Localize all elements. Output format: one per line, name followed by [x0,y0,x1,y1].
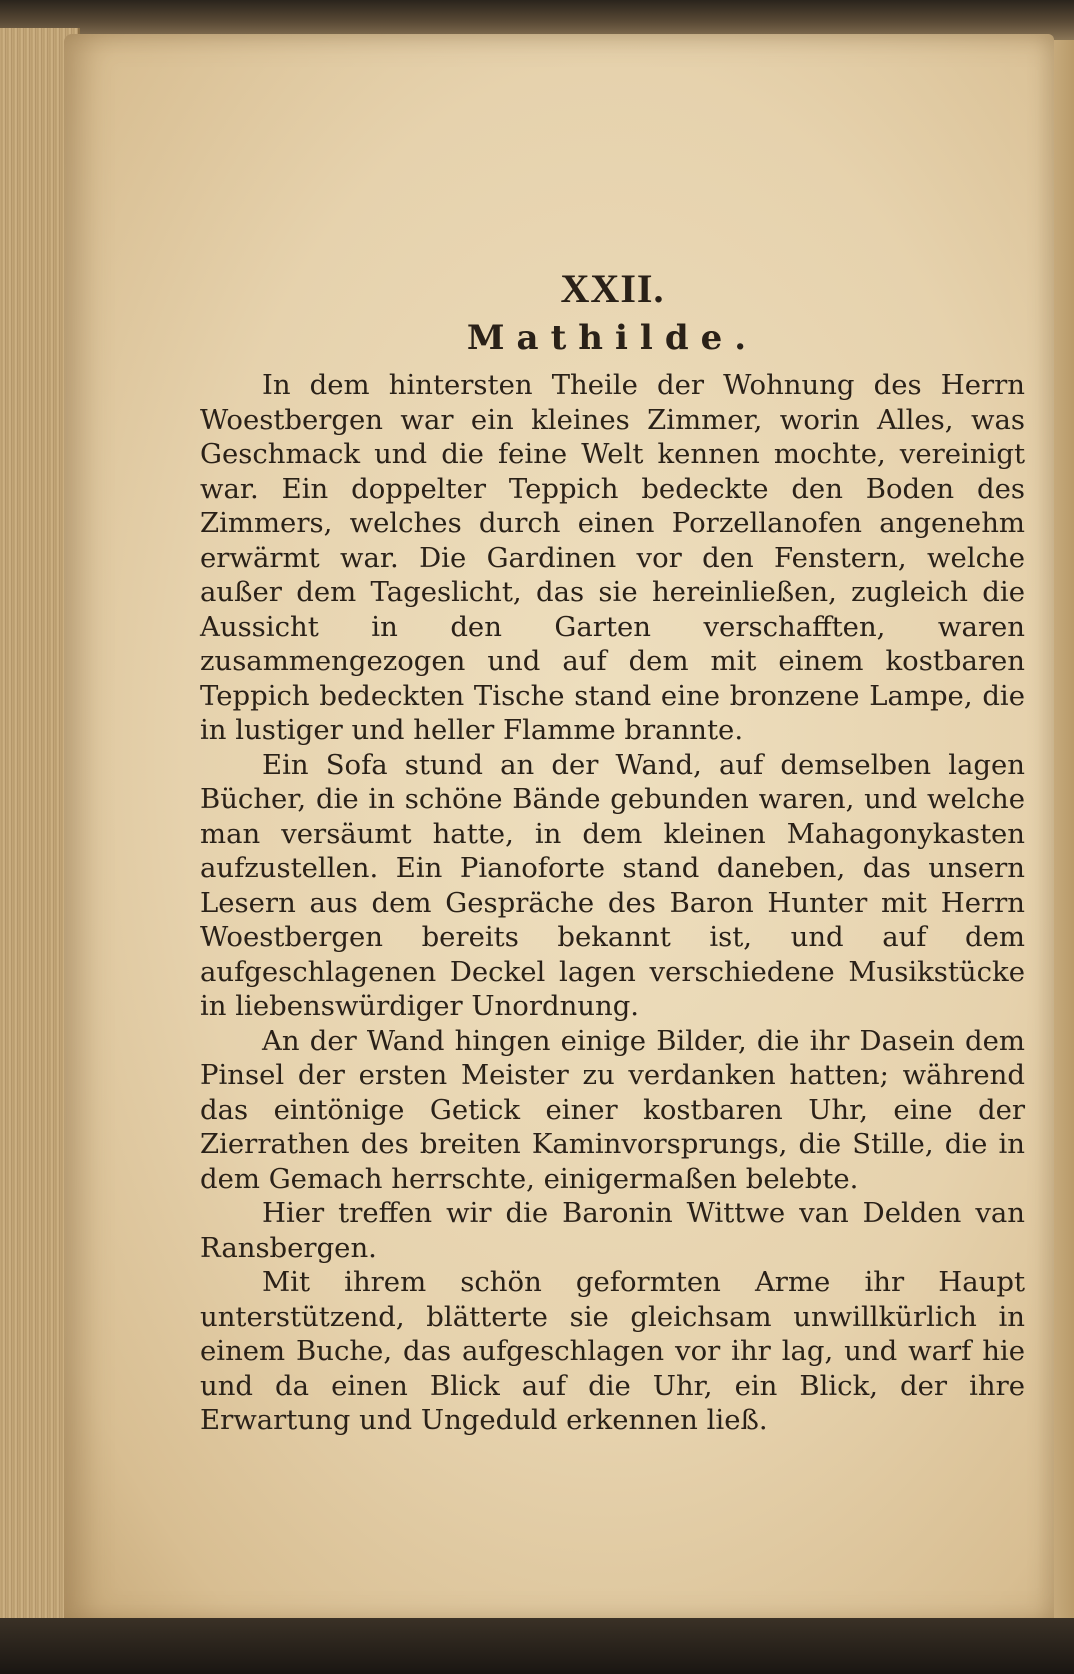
page-text-block [200,265,1025,1438]
paragraph-4: Hier treffen wir die Baronin Wittwe van Delden van Ransbergen. [200,1197,1025,1264]
chapter-title: Mathilde. [466,318,759,358]
paragraph-1: In dem hintersten Theile der Wohnung des Herrn Woestbergen war ein kleines Zimmer, worin Alles, was Geschmack und die feine Welt kennen mochte, vereinigt war. Ein doppelter Teppich bedeckte den Boden des Zimmers, welches durch einen Porzellanofen angenehm erwärmt war. Die Gardinen vor den Fenstern, welche außer dem Tageslicht, das sie hereinließen, zugleich die Aussicht in den Garten verschafften, waren zusammengezogen und auf dem mit einem kostbaren Teppich bedeckten Tische stand eine bronzene Lampe, die in lustiger und heller Flamme brannte. [200,369,1025,746]
paragraph-2: Ein Sofa stund an der Wand, auf demselben lagen Bücher, die in schöne Bände gebunden waren, und welche man versäumt hatte, in dem kleinen Mahagonykasten aufzustellen. Ein Pianoforte stand daneben, das unsern Lesern aus dem Gespräche des Baron Hunter mit Herrn Woestbergen bereits bekannt ist, und auf dem aufgeschlagenen Deckel lagen verschiedene Musikstücke in liebenswürdiger Unordnung. [200,748,1025,1022]
chapter-number: XXII. [560,266,665,311]
book-bottom-edge [0,1618,1074,1674]
paragraph-3: An der Wand hingen einige Bilder, die ihr Dasein dem Pinsel der ersten Meister zu verdanken hatten; während das eintönige Getick einer kostbaren Uhr, eine der Zierrathen des breiten Kaminvorsprungs, die Stille, die in dem Gemach herrschte, einigermaßen belebte. [200,1024,1025,1195]
paragraph-5: Mit ihrem schön geformten Arme ihr Haupt unterstützend, blätterte sie gleichsam unwillkürlich in einem Buche, das aufgeschlagen vor ihr lag, und warf hie und da einen Blick auf die Uhr, ein Blick, der ihre Erwartung und Ungeduld erkennen ließ. [200,1266,1025,1436]
